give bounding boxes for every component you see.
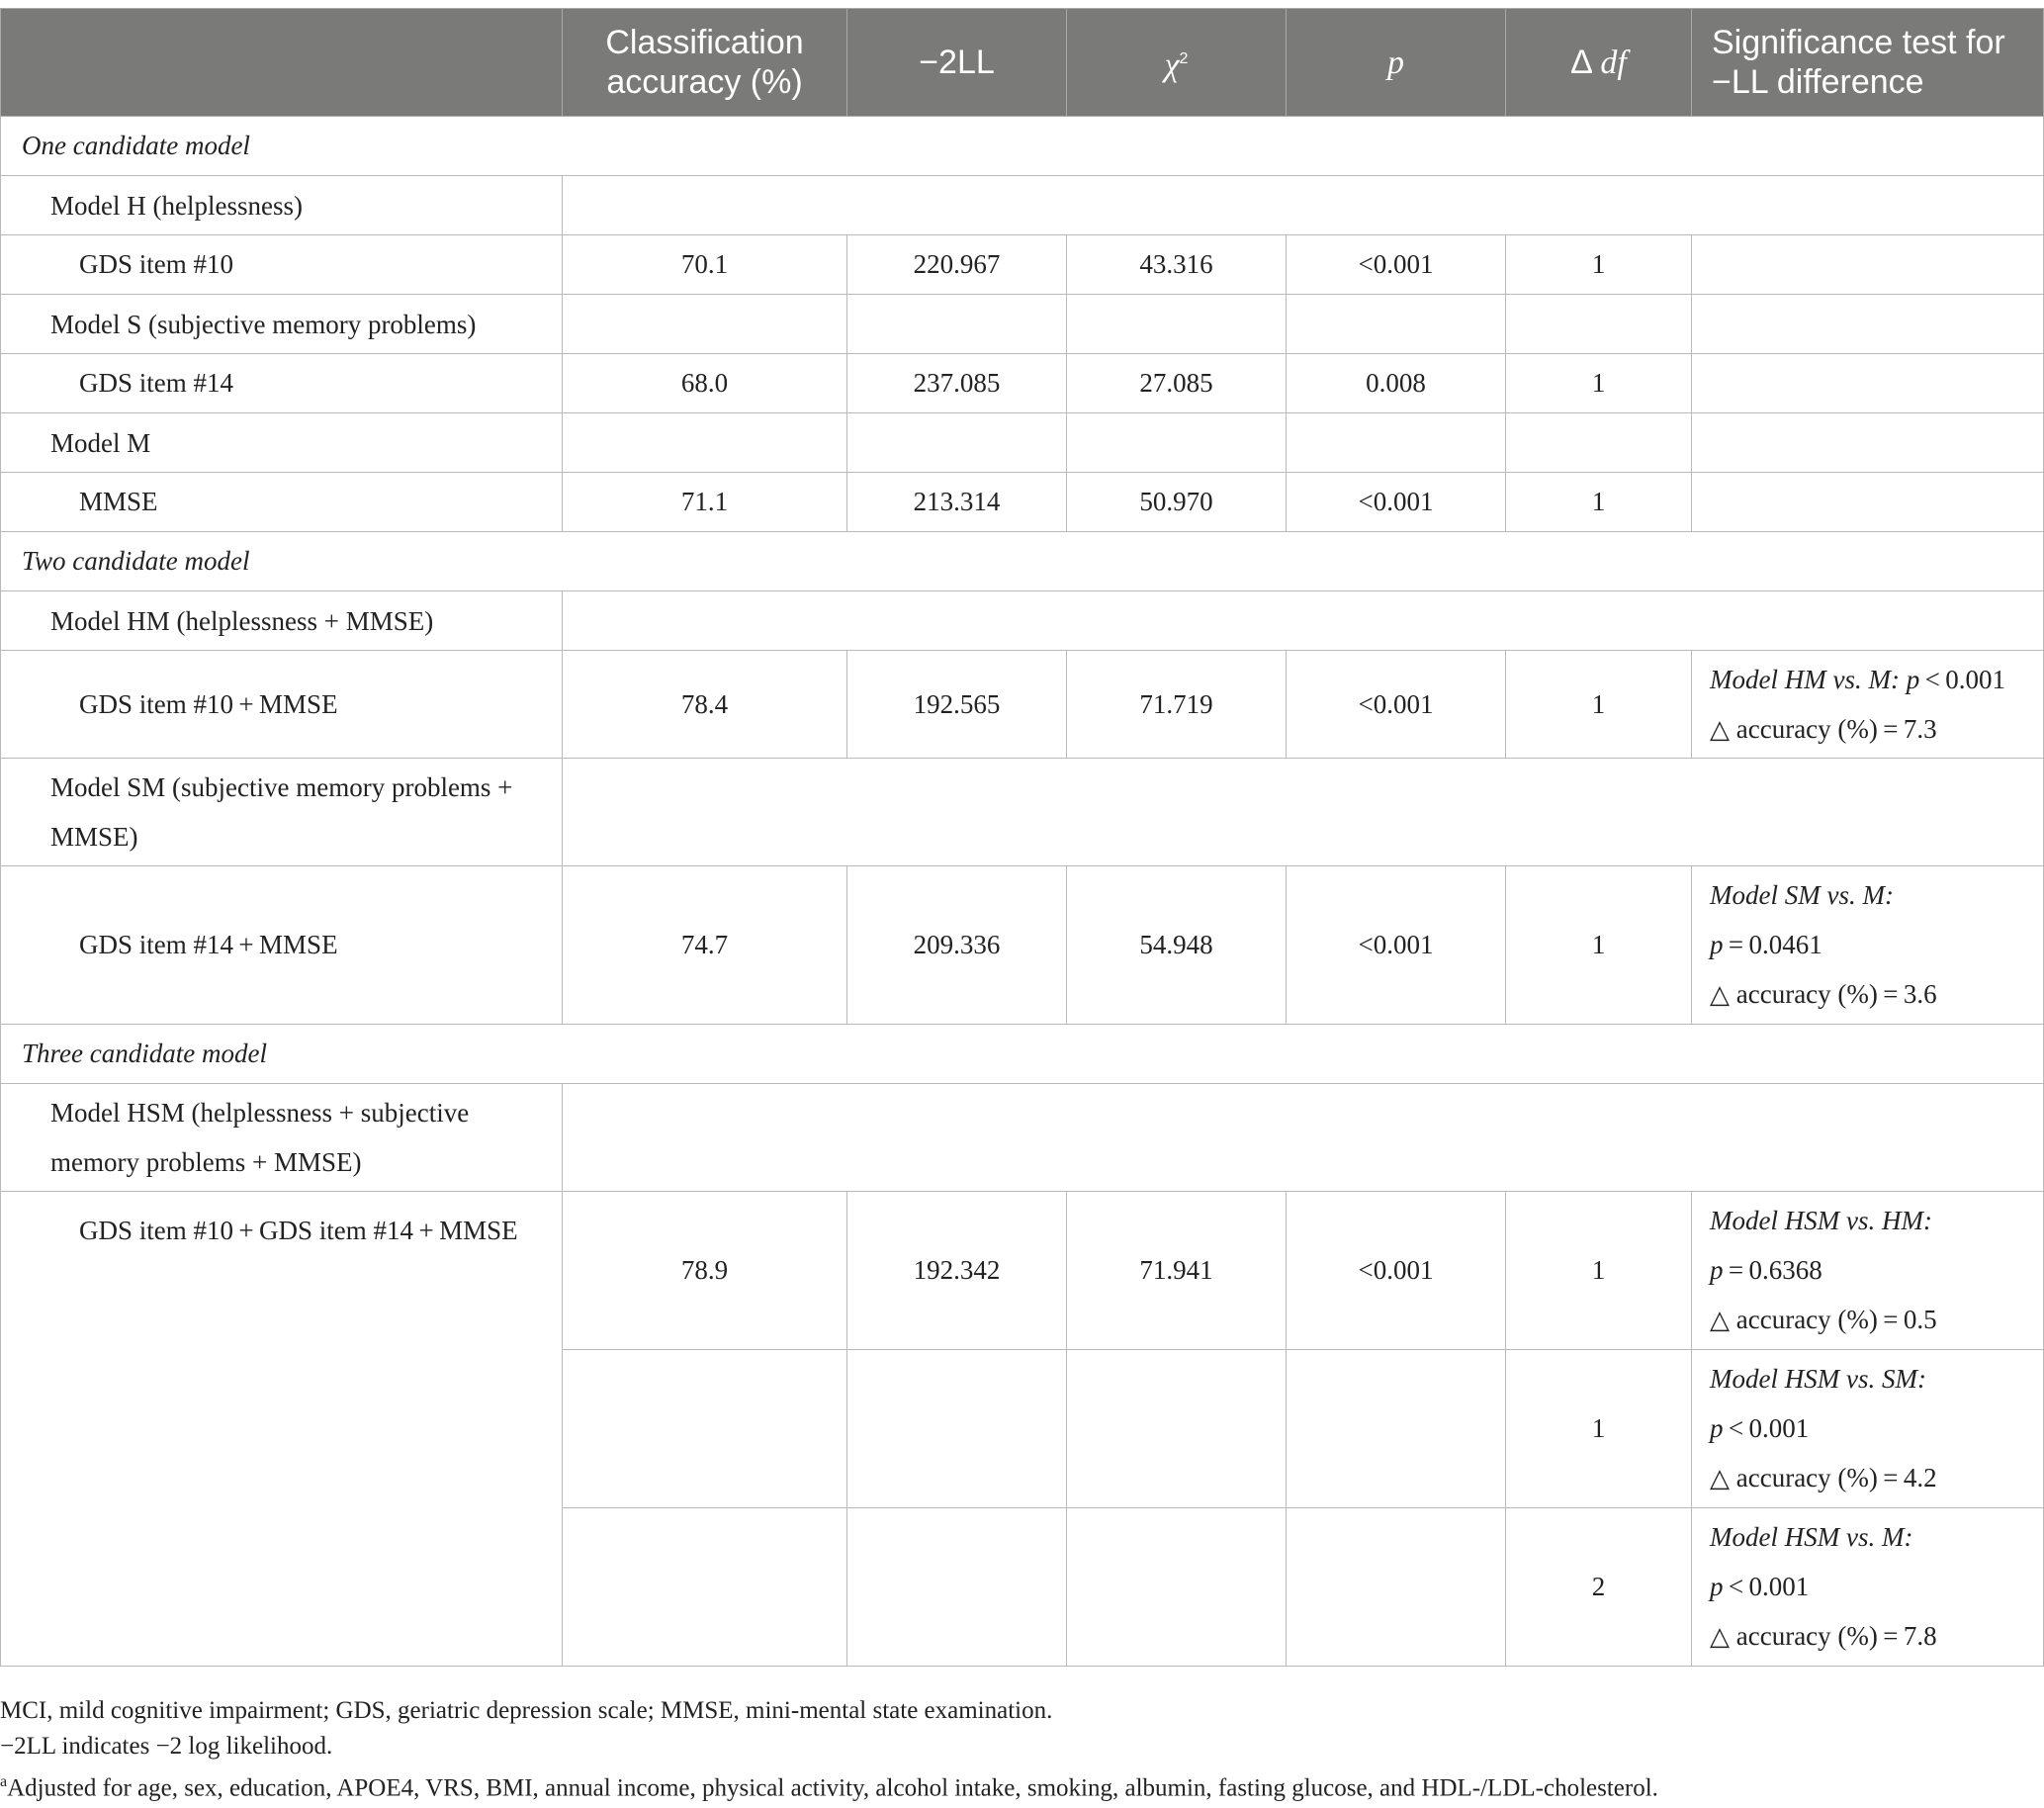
sig-cell xyxy=(1692,473,2044,532)
table-row xyxy=(1,651,2044,759)
row-label: GDS item #14 + MMSE xyxy=(1,866,563,1025)
header-delta-df xyxy=(1506,9,1692,117)
model-sm-label: Model SM (subjective memory problems + MMSE) xyxy=(1,759,563,866)
p-cell: <0.001 xyxy=(1287,1192,1506,1350)
df-label: df xyxy=(1600,44,1627,81)
ll-cell: 192.565 xyxy=(847,651,1067,759)
table-row xyxy=(1,235,2044,295)
table-row xyxy=(1,354,2044,413)
df-cell: 1 xyxy=(1506,235,1692,295)
sig-model: Model HSM vs. M: xyxy=(1710,1522,1913,1552)
model-hsm-label: Model HSM (helplessness + subjective memory problems + MMSE) xyxy=(1,1084,563,1192)
model-row xyxy=(1,759,2044,866)
table-header-row xyxy=(1,9,2044,117)
model-row xyxy=(1,295,2044,354)
df-cell: 1 xyxy=(1506,1192,1692,1350)
empty-cell xyxy=(1506,295,1692,354)
sig-p-value: = 0.6368 xyxy=(1723,1255,1822,1285)
triangle-icon: △ xyxy=(1710,1622,1730,1652)
sig-accuracy: accuracy (%) = 4.2 xyxy=(1730,1463,1937,1492)
row-label-text: GDS item #10 + GDS item #14 + MMSE xyxy=(79,1216,518,1245)
accuracy-cell: 74.7 xyxy=(563,866,847,1025)
model-row xyxy=(1,176,2044,235)
chi-cell: 54.948 xyxy=(1067,866,1287,1025)
sig-p-label: p xyxy=(1710,1572,1724,1601)
sig-p-label: p xyxy=(1710,930,1724,959)
empty-cell xyxy=(1287,1508,1506,1667)
footnote-abbreviations: MCI, mild cognitive impairment; GDS, geriatric depression scale; MMSE, mini-mental state examination. xyxy=(0,1697,1053,1724)
ll-cell: 209.336 xyxy=(847,866,1067,1025)
empty-cell xyxy=(563,1350,847,1508)
sig-model: Model HM vs. M: p xyxy=(1710,664,1920,694)
sig-p-label: p xyxy=(1710,1255,1724,1285)
sig-cell xyxy=(1692,1350,2044,1508)
sig-accuracy-line xyxy=(1710,1453,2043,1503)
empty-cell xyxy=(563,413,847,473)
section-two-candidate: Two candidate model xyxy=(1,532,2044,591)
sig-accuracy-line xyxy=(1710,704,2043,755)
empty-cell xyxy=(847,295,1067,354)
ll-cell: 192.342 xyxy=(847,1192,1067,1350)
section-row xyxy=(1,532,2044,591)
sig-accuracy-line xyxy=(1710,1295,2043,1345)
empty-cell xyxy=(1692,295,2044,354)
accuracy-cell: 71.1 xyxy=(563,473,847,532)
chi-cell: 43.316 xyxy=(1067,235,1287,295)
sig-p-line xyxy=(1710,1562,2043,1611)
accuracy-cell: 68.0 xyxy=(563,354,847,413)
empty-cell xyxy=(1692,413,2044,473)
results-table xyxy=(0,8,2044,1667)
sig-model: Model HSM vs. SM: xyxy=(1710,1364,1926,1394)
sig-accuracy: accuracy (%) = 3.6 xyxy=(1730,979,1937,1009)
chi-cell: 71.941 xyxy=(1067,1192,1287,1350)
sig-p-value: < 0.001 xyxy=(1723,1413,1810,1443)
sig-accuracy-line xyxy=(1710,1611,2043,1662)
model-row xyxy=(1,413,2044,473)
df-cell: 1 xyxy=(1506,651,1692,759)
p-cell: <0.001 xyxy=(1287,235,1506,295)
header-p xyxy=(1287,9,1506,117)
chi-cell: 71.719 xyxy=(1067,651,1287,759)
p-cell: <0.001 xyxy=(1287,473,1506,532)
model-m-label: Model M xyxy=(1,413,563,473)
accuracy-cell: 70.1 xyxy=(563,235,847,295)
empty-cell xyxy=(1506,413,1692,473)
footnote-marker: a xyxy=(0,1773,8,1790)
ll-cell: 213.314 xyxy=(847,473,1067,532)
header-classification-accuracy: Classification accuracy (%) xyxy=(563,9,847,117)
sig-cell xyxy=(1692,1508,2044,1667)
sig-p-line xyxy=(1710,920,2043,969)
p-cell: <0.001 xyxy=(1287,651,1506,759)
sig-cell xyxy=(1692,866,2044,1025)
chi-cell: 27.085 xyxy=(1067,354,1287,413)
accuracy-cell: 78.4 xyxy=(563,651,847,759)
table-row xyxy=(1,473,2044,532)
table-container xyxy=(0,8,2044,1667)
section-three-candidate: Three candidate model xyxy=(1,1025,2044,1084)
row-label xyxy=(1,1192,563,1667)
sig-p-line xyxy=(1710,1403,2043,1453)
row-label: GDS item #10 xyxy=(1,235,563,295)
df-cell: 1 xyxy=(1506,866,1692,1025)
p-cell: 0.008 xyxy=(1287,354,1506,413)
sig-accuracy-line xyxy=(1710,969,2043,1020)
empty-cell xyxy=(563,176,2044,235)
sig-cell xyxy=(1692,1192,2044,1350)
sig-test-line xyxy=(1710,655,2043,704)
empty-cell xyxy=(563,1508,847,1667)
sig-p-line xyxy=(1710,1245,2043,1295)
empty-cell xyxy=(1067,295,1287,354)
ll-cell: 237.085 xyxy=(847,354,1067,413)
p-cell: <0.001 xyxy=(1287,866,1506,1025)
empty-cell xyxy=(563,591,2044,651)
sig-model: Model SM vs. M: xyxy=(1710,880,1894,910)
empty-cell xyxy=(847,413,1067,473)
empty-cell xyxy=(563,759,2044,866)
sig-accuracy: accuracy (%) = 7.3 xyxy=(1730,713,1937,744)
sig-cell xyxy=(1692,354,2044,413)
sig-p-label: p xyxy=(1710,1413,1724,1443)
df-cell: 1 xyxy=(1506,354,1692,413)
triangle-icon: △ xyxy=(1710,980,1730,1010)
empty-cell xyxy=(847,1508,1067,1667)
header-chi-square xyxy=(1067,9,1287,117)
sig-cell xyxy=(1692,651,2044,759)
model-row xyxy=(1,591,2044,651)
df-cell: 2 xyxy=(1506,1508,1692,1667)
empty-cell xyxy=(1287,295,1506,354)
chi-cell: 50.970 xyxy=(1067,473,1287,532)
sig-p-value: = 0.0461 xyxy=(1723,930,1822,959)
delta-symbol: Δ xyxy=(1570,43,1591,81)
df-cell: 1 xyxy=(1506,473,1692,532)
df-cell: 1 xyxy=(1506,1350,1692,1508)
empty-cell xyxy=(563,295,847,354)
sig-accuracy: accuracy (%) = 0.5 xyxy=(1730,1305,1937,1334)
model-hm-label: Model HM (helplessness + MMSE) xyxy=(1,591,563,651)
triangle-icon: △ xyxy=(1710,714,1730,745)
header-minus-2ll: −2LL xyxy=(847,9,1067,117)
model-h-label: Model H (helplessness) xyxy=(1,176,563,235)
row-label: MMSE xyxy=(1,473,563,532)
empty-cell xyxy=(1067,1508,1287,1667)
section-row xyxy=(1,117,2044,176)
header-significance-test: Significance test for −LL difference xyxy=(1692,9,2044,117)
triangle-icon: △ xyxy=(1710,1464,1730,1493)
table-footnotes xyxy=(0,1693,2044,1806)
sig-p-value: < 0.001 xyxy=(1919,664,2005,694)
empty-cell xyxy=(847,1350,1067,1508)
table-row xyxy=(1,866,2044,1025)
model-row xyxy=(1,1084,2044,1192)
header-blank xyxy=(1,9,563,117)
empty-cell xyxy=(1287,1350,1506,1508)
sig-p-value: < 0.001 xyxy=(1723,1572,1810,1601)
ll-cell: 220.967 xyxy=(847,235,1067,295)
row-label: GDS item #10 + MMSE xyxy=(1,651,563,759)
table-row xyxy=(1,1192,2044,1350)
empty-cell xyxy=(1067,413,1287,473)
footnote-adjusted xyxy=(0,1764,2044,1806)
empty-cell xyxy=(563,1084,2044,1192)
empty-cell xyxy=(1067,1350,1287,1508)
chi-superscript: 2 xyxy=(1179,49,1189,67)
empty-cell xyxy=(1287,413,1506,473)
chi-symbol: χ xyxy=(1164,46,1180,84)
sig-model: Model HSM vs. HM: xyxy=(1710,1206,1932,1235)
header-p-label: p xyxy=(1387,44,1404,81)
triangle-icon: △ xyxy=(1710,1306,1730,1335)
model-s-label: Model S (subjective memory problems) xyxy=(1,295,563,354)
footnote-2ll: −2LL indicates −2 log likelihood. xyxy=(0,1733,333,1760)
sig-accuracy: accuracy (%) = 7.8 xyxy=(1730,1621,1937,1651)
section-one-candidate: One candidate model xyxy=(1,117,2044,176)
sig-cell xyxy=(1692,235,2044,295)
footnote-adjusted-text: Adjusted for age, sex, education, APOE4, VRS, BMI, annual income, physical activity, alcohol intake, smoking, albumin, fasting glucose, and HDL-/LDL-cholesterol. xyxy=(7,1774,1658,1802)
accuracy-cell: 78.9 xyxy=(563,1192,847,1350)
section-row xyxy=(1,1025,2044,1084)
row-label: GDS item #14 xyxy=(1,354,563,413)
